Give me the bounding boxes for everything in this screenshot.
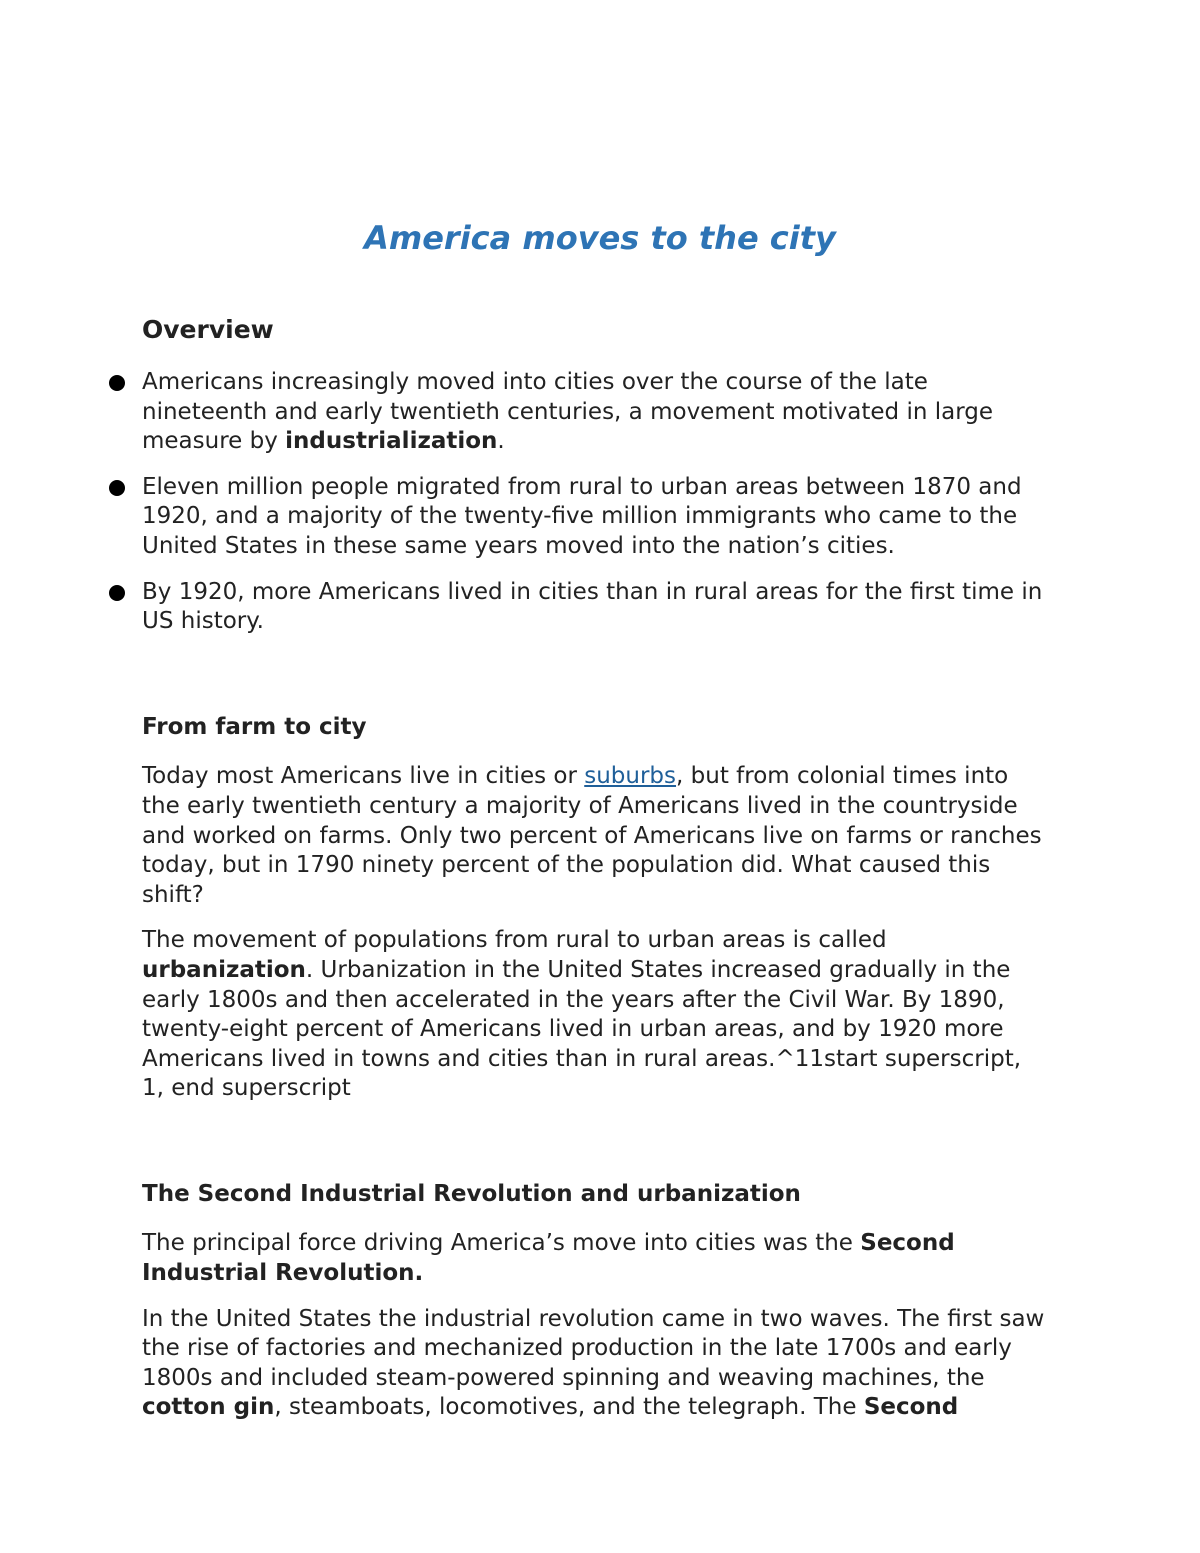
suburbs-link[interactable]: suburbs xyxy=(584,763,677,790)
bold-term: Second Industrial Revolution. xyxy=(142,1230,955,1287)
bullet-item xyxy=(142,578,1047,637)
paragraph-text: The movement of populations from rural to urban areas is called xyxy=(142,927,887,954)
paragraph-text: , but from colonial times into the early twentieth century a majority of Americans lived in the countryside and worked on farms. Only two percent of Americans live on farms or ranches today, but in 1790 ninety percent of the population did. What caused this shift? xyxy=(142,763,1042,908)
bullet-dot-icon xyxy=(109,585,125,601)
paragraph-text: . Urbanization in the United States increased gradually in the early 1800s and then accelerated in the years after the Civil War. By 1890, twenty-eight percent of Americans lived in urban areas, and by 1920 more Americans lived in towns and cities than in rural areas.^11start superscript, 1, end superscript xyxy=(142,956,1022,1102)
paragraph-text: In the United States the industrial revolution came in two waves. The first saw the rise of factories and mechanized production in the late 1700s and early 1800s and included steam-powered spinning and weaving machines, the xyxy=(142,1305,1045,1391)
bold-term: Second xyxy=(863,1394,959,1421)
paragraph-text: , steamboats, locomotives, and the telegraph. The xyxy=(274,1394,864,1421)
farm-to-city-heading: From farm to city xyxy=(142,713,367,740)
bullet-item xyxy=(142,368,1047,457)
section-spacer xyxy=(142,1120,1047,1180)
paragraph xyxy=(142,1229,1047,1288)
bullet-text: Americans increasingly moved into cities over the course of the late nineteenth and early twentieth centuries, a movement motivated in large measure by xyxy=(142,369,994,455)
bold-term: industrialization xyxy=(285,428,498,455)
section-spacer xyxy=(142,653,1047,713)
bullet-item xyxy=(142,473,1047,562)
bold-term: urbanization xyxy=(142,956,306,983)
overview-heading: Overview xyxy=(142,315,274,344)
document-body xyxy=(142,310,1047,1439)
paragraph-text: Today most Americans live in cities or xyxy=(142,763,585,790)
bullet-text: . xyxy=(497,428,505,455)
paragraph xyxy=(142,926,1047,1104)
bullet-text: By 1920, more Americans lived in cities than in rural areas for the first time in US history. xyxy=(142,578,1043,635)
bullet-text: Eleven million people migrated from rural to urban areas between 1870 and 1920, and a majority of the twenty-five million immigrants who came to the United States in these same years moved into the nation’s cities. xyxy=(142,473,1022,559)
paragraph xyxy=(142,1305,1047,1423)
document-title: America moves to the city xyxy=(364,219,836,257)
bullet-dot-icon xyxy=(109,480,125,496)
bullet-dot-icon xyxy=(109,375,125,391)
bold-term: cotton gin xyxy=(142,1394,275,1421)
paragraph-text: The principal force driving America’s move into cities was the xyxy=(142,1230,861,1257)
second-industrial-heading: The Second Industrial Revolution and urbanization xyxy=(142,1180,801,1207)
paragraph xyxy=(142,762,1047,910)
overview-bullet-list xyxy=(142,368,1047,637)
